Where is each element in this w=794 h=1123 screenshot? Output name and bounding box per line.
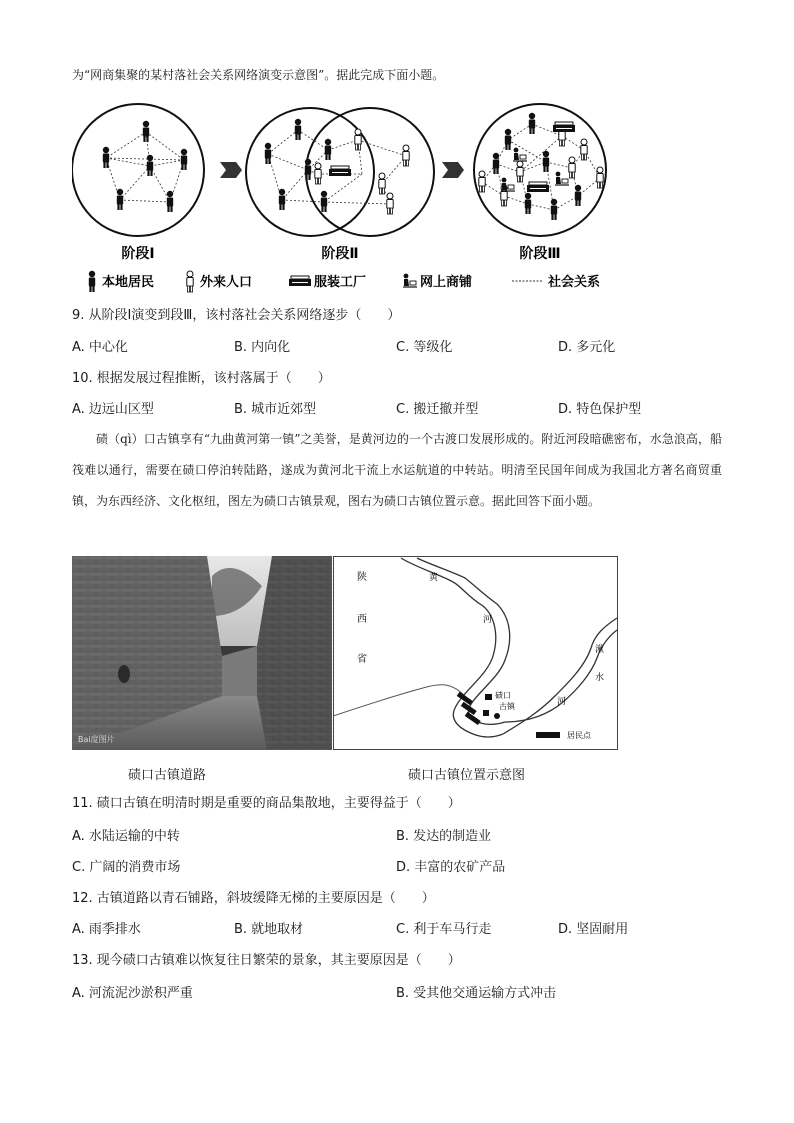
option[interactable]: D. 坚固耐用 xyxy=(558,922,629,937)
legend-outsider: 外来人口 xyxy=(200,275,253,290)
passage: 碛（qì）口古镇享有“九曲黄河第一镇”之美誉，是黄河边的一个古渡口发展形成的。附近河段暗礁密布，水急浪高，船筏难以通行，需要在碛口停泊转陆路，遂成为黄河北干流上水运航道的中转站。明清至民国年间成为我国北方著名商贸重镇，为东西经济、文化枢纽，图左为碛口古镇景观，图右为碛口古镇位置示意。据此回答下面小题。 xyxy=(72,432,722,508)
option[interactable]: A. 中心化 xyxy=(72,340,128,355)
option[interactable]: D. 丰富的农矿产品 xyxy=(396,860,506,875)
option[interactable]: C. 搬迁撤并型 xyxy=(396,402,479,417)
question-11: 11. 碛口古镇在明清时期是重要的商品集散地，主要得益于（ ） xyxy=(72,796,461,811)
option[interactable]: B. 发达的制造业 xyxy=(396,829,492,844)
location-map xyxy=(333,556,618,750)
stage-label: 阶段Ⅱ xyxy=(321,246,359,262)
question-10: 10. 根据发展过程推断，该村落属于（ ） xyxy=(72,371,331,386)
map-label: 陕 xyxy=(357,572,367,583)
photo-caption: 碛口古镇道路 xyxy=(128,768,207,783)
option[interactable]: C. 广阔的消费市场 xyxy=(72,860,181,875)
stage3-relations xyxy=(482,124,600,210)
map-label: 水 xyxy=(595,673,605,683)
map-label: 河 xyxy=(483,615,493,625)
question-12: 12. 古镇道路以青石铺路，斜坡缓降无梯的主要原因是（ ） xyxy=(72,891,435,906)
option[interactable]: A. 边远山区型 xyxy=(72,402,154,417)
option[interactable]: B. 内向化 xyxy=(234,340,291,355)
question-13: 13. 现今碛口古镇难以恢复往日繁荣的景象，其主要原因是（ ） xyxy=(72,953,461,968)
network-diagram xyxy=(72,100,672,300)
option[interactable]: D. 多元化 xyxy=(558,340,616,355)
legend-shop: 网上商铺 xyxy=(420,275,473,290)
legend-swatch xyxy=(536,732,560,738)
map-label: 古镇 xyxy=(499,702,515,711)
map-label: 河 xyxy=(557,697,567,707)
question-9: 9. 从阶段Ⅰ演变到段Ⅲ，该村落社会关系网络逐步（ ） xyxy=(72,308,401,323)
stage1-circle xyxy=(72,104,204,236)
arrow-icon xyxy=(442,162,464,178)
intro-line: 为“网商集聚的某村落社会关系网络演变示意图”。据此完成下面小题。 xyxy=(72,68,445,82)
option[interactable]: D. 特色保护型 xyxy=(558,402,642,417)
map-legend-label: 居民点 xyxy=(567,731,591,740)
option[interactable]: C. 等级化 xyxy=(396,340,453,355)
legend-local: 本地居民 xyxy=(102,275,155,290)
legend-relation: 社会关系 xyxy=(548,275,601,290)
stage2-circle-right xyxy=(306,108,434,236)
option[interactable]: C. 利于车马行走 xyxy=(396,922,492,937)
town-point xyxy=(494,713,500,719)
stage-label: 阶段Ⅰ xyxy=(121,246,155,262)
diagram-legend xyxy=(89,271,600,292)
map-caption: 碛口古镇位置示意图 xyxy=(408,768,526,783)
arrow-icon xyxy=(220,162,242,178)
map-label: 西 xyxy=(357,614,367,625)
town-road-photo xyxy=(72,556,332,750)
map-label: 碛口 xyxy=(495,691,511,700)
option[interactable]: B. 就地取材 xyxy=(234,922,304,937)
map-label: 湫 xyxy=(595,645,605,655)
option[interactable]: A. 河流泥沙淤积严重 xyxy=(72,986,193,1001)
photo-watermark: Bai度图片 xyxy=(78,735,115,744)
option[interactable]: B. 受其他交通运输方式冲击 xyxy=(396,986,557,1001)
option[interactable]: B. 城市近郊型 xyxy=(234,402,317,417)
map-label: 黄 xyxy=(429,573,439,583)
legend-factory: 服装工厂 xyxy=(314,275,367,290)
stage-label: 阶段Ⅲ xyxy=(519,246,561,262)
map-label: 省 xyxy=(357,654,367,665)
option[interactable]: A. 水陆运输的中转 xyxy=(72,829,180,844)
option[interactable]: A. 雨季排水 xyxy=(72,922,141,937)
